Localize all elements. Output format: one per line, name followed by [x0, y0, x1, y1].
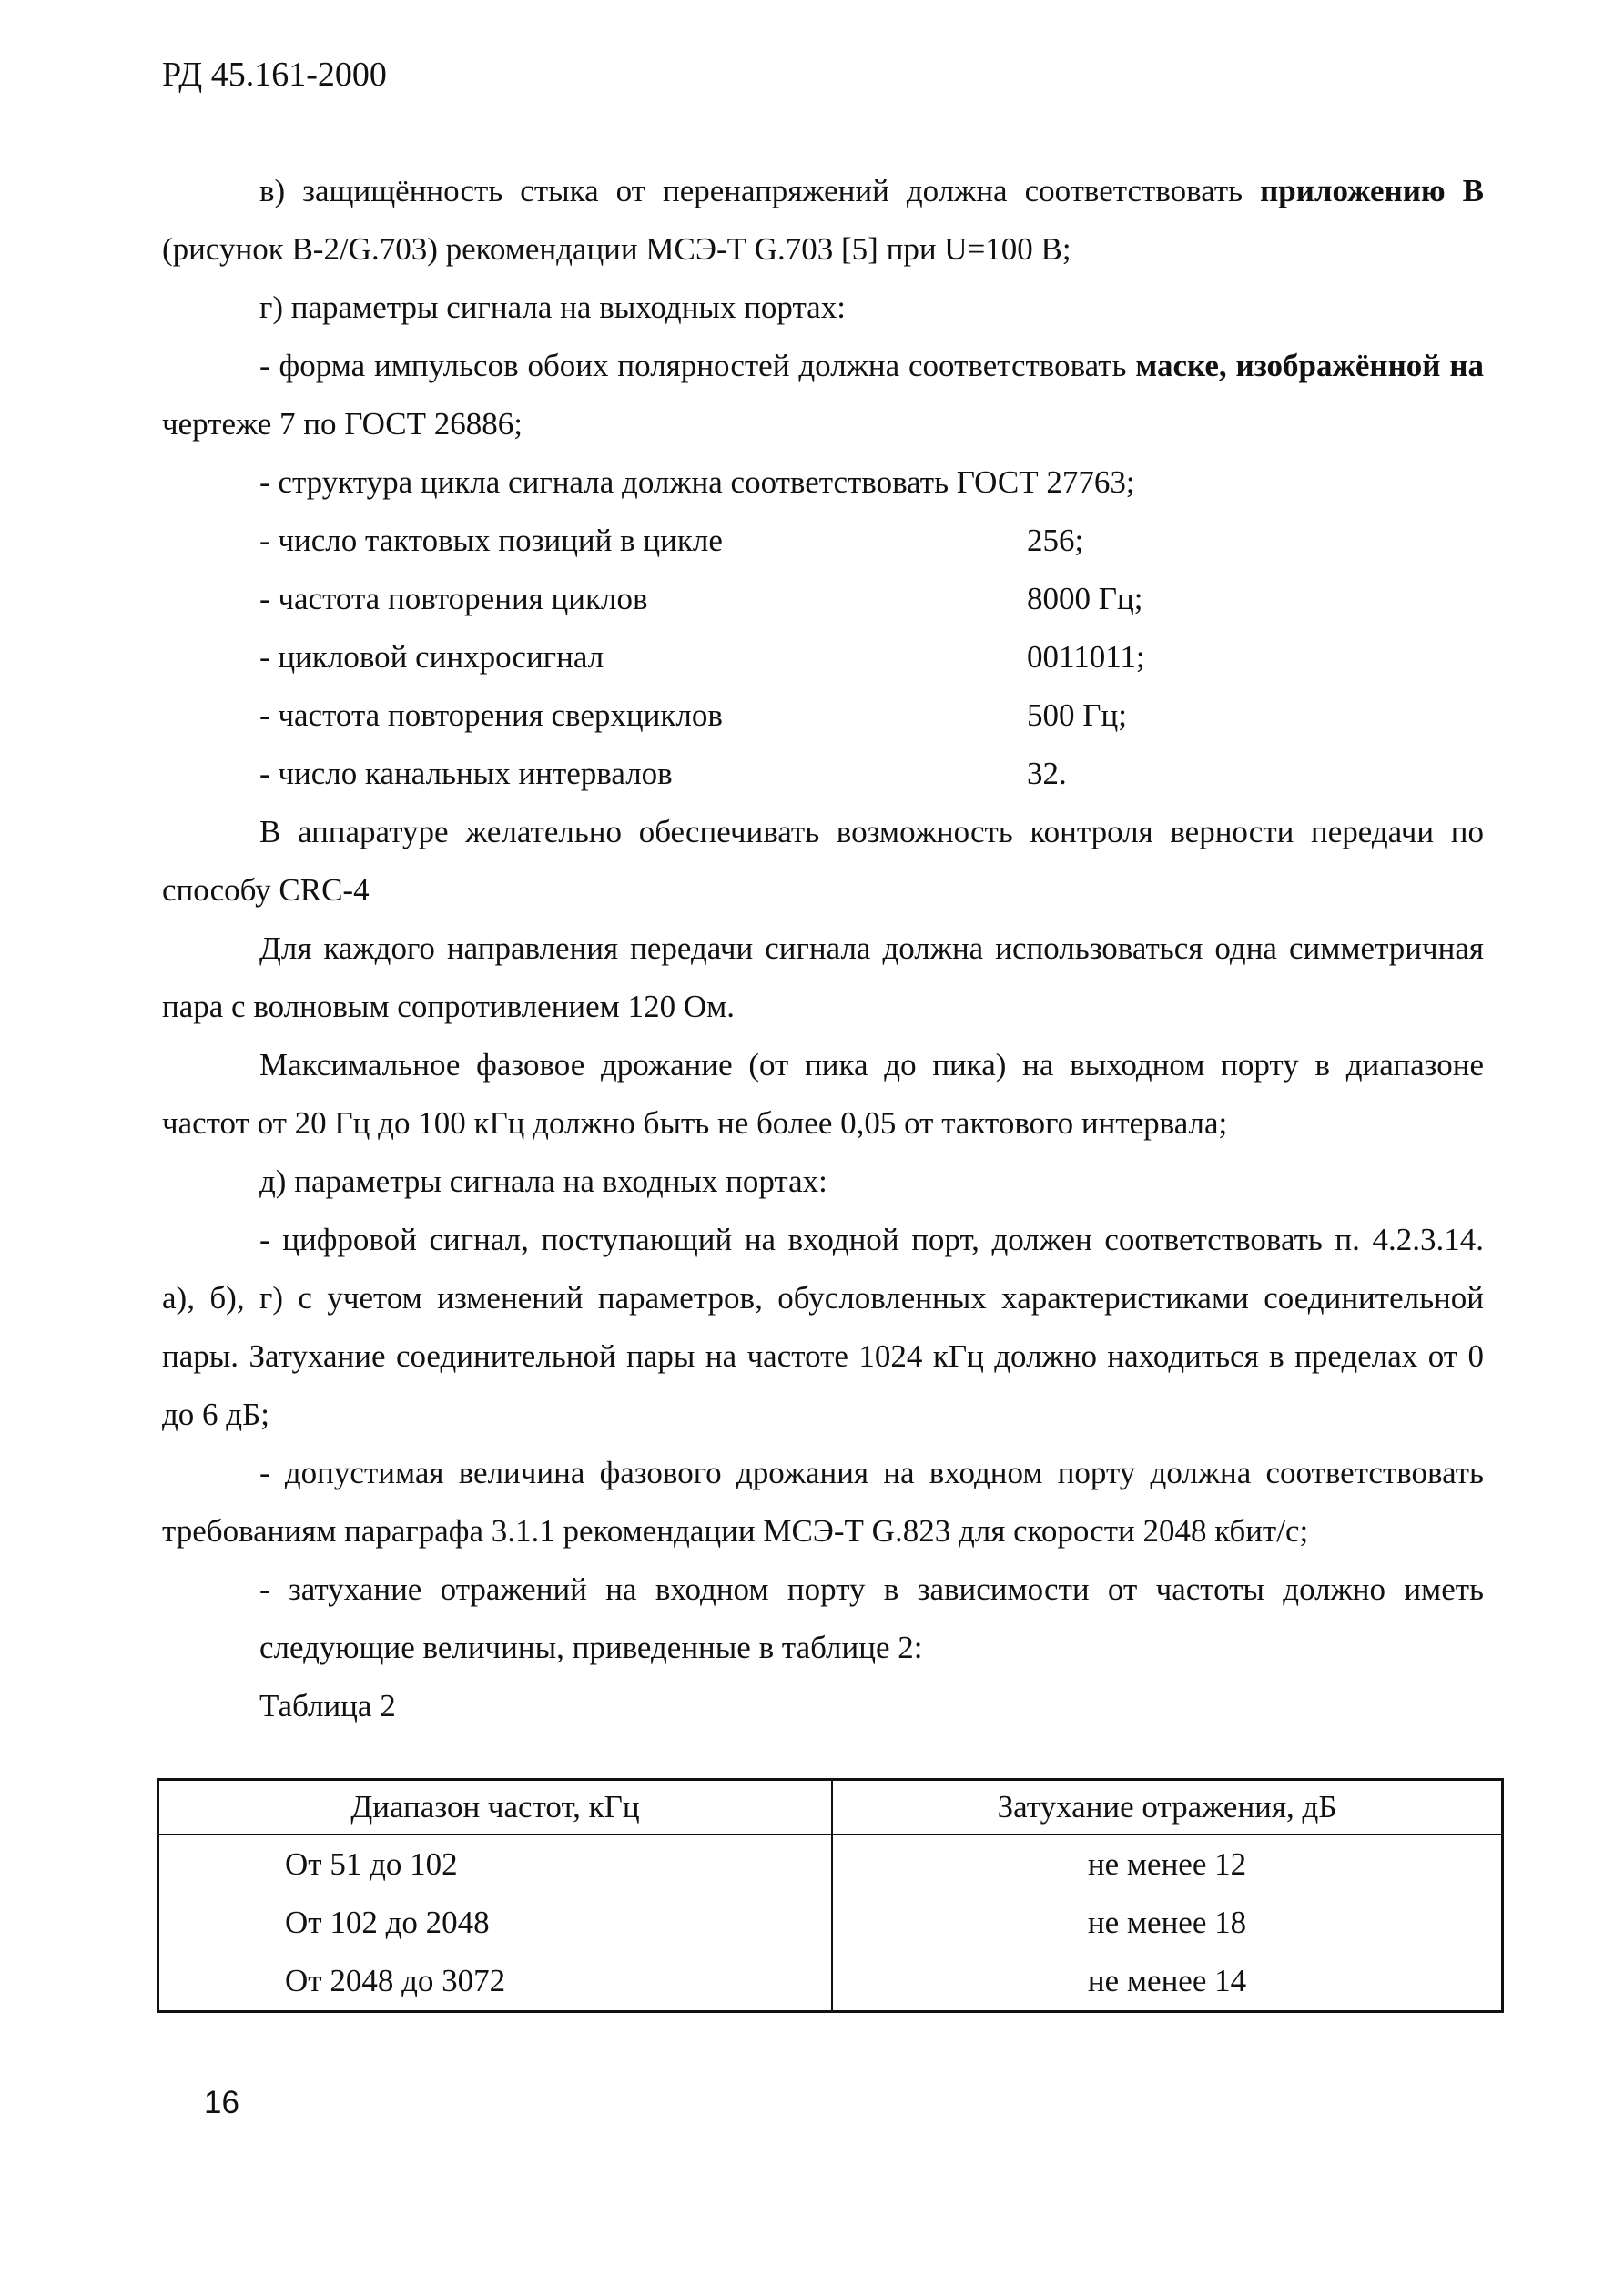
table-caption: Таблица 2 [259, 1688, 396, 1723]
crc-paragraph-line-1: В аппаратуре желательно обеспечивать возможность контроля верности передачи по [259, 814, 1484, 849]
mask-reference: маске, изображённой на [1135, 348, 1484, 383]
pulse-shape-text: - форма импульсов обоих полярностей должна соответствовать [259, 348, 1127, 383]
jitter-paragraph-line-2: частот от 20 Гц до 100 кГц должно быть не более 0,05 от тактового интервала; [162, 1105, 1228, 1141]
param-value: 0011011; [1027, 639, 1145, 675]
paragraph-g-intro: г) параметры сигнала на выходных портах: [259, 290, 846, 325]
pulse-shape-line-1 [259, 346, 1484, 386]
page-number: 16 [204, 2085, 239, 2120]
param-label: - число тактовых позиций в цикле [259, 523, 723, 558]
column-header-frequency: Диапазон частот, кГц [158, 1780, 833, 1835]
crc-paragraph-line-2: способу CRC-4 [162, 872, 370, 908]
param-label: - частота повторения сверхциклов [259, 697, 723, 733]
jitter-paragraph-line-1: Максимальное фазовое дрожание (от пика до пика) на выходном порту в диапазоне [259, 1047, 1484, 1083]
digital-signal-line-4: до 6 дБ; [162, 1397, 269, 1432]
table-header-row [158, 1780, 1503, 1835]
param-value: 8000 Гц; [1027, 581, 1143, 616]
digital-signal-line-1: - цифровой сигнал, поступающий на входной порт, должен соответствовать п. 4.2.3.14. [259, 1222, 1484, 1257]
digital-signal-line-3: пары. Затухание соединительной пары на частоте 1024 кГц должно находиться в пределах от 0 [162, 1338, 1484, 1374]
table-row [158, 1952, 1503, 2012]
return-loss-cell: не менее 14 [832, 1952, 1503, 2012]
appendix-reference: приложению В [1260, 173, 1484, 208]
return-loss-cell: не менее 18 [832, 1894, 1503, 1952]
pair-paragraph-line-1: Для каждого направления передачи сигнала должна использоваться одна симметричная [259, 930, 1484, 966]
frequency-range-cell: От 2048 до 3072 [158, 1952, 833, 2012]
return-loss-line-1: - затухание отражений на входном порту в зависимости от частоты должно иметь [259, 1571, 1484, 1607]
input-jitter-line-1: - допустимая величина фазового дрожания на входном порту должна соответствовать [259, 1455, 1484, 1490]
input-jitter-line-2: требованиям параграфа 3.1.1 рекомендации МСЭ-Т G.823 для скорости 2048 кбит/с; [162, 1513, 1309, 1549]
pulse-shape-line-2: чертеже 7 по ГОСТ 26886; [162, 406, 523, 442]
return-loss-table [157, 1778, 1504, 2013]
paragraph-v-line-1 [259, 171, 1484, 211]
column-header-return-loss: Затухание отражения, дБ [832, 1780, 1503, 1835]
frequency-range-cell: От 51 до 102 [158, 1835, 833, 1894]
table-row [158, 1835, 1503, 1894]
frequency-range-cell: От 102 до 2048 [158, 1894, 833, 1952]
param-label: - частота повторения циклов [259, 581, 648, 616]
table-row [158, 1894, 1503, 1952]
return-loss-cell: не менее 12 [832, 1835, 1503, 1894]
paragraph-v-line-2: (рисунок В-2/G.703) рекомендации МСЭ-Т G.703 [5] при U=100 В; [162, 231, 1071, 267]
paragraph-v-text: в) защищённость стыка от перенапряжений должна соответствовать [259, 173, 1243, 208]
return-loss-line-2: следующие величины, приведенные в таблице 2: [259, 1630, 923, 1665]
param-value: 500 Гц; [1027, 697, 1127, 733]
digital-signal-line-2: а), б), г) с учетом изменений параметров, обусловленных характеристиками соединительной [162, 1280, 1484, 1316]
cycle-structure-line: - структура цикла сигнала должна соответствовать ГОСТ 27763; [259, 464, 1135, 500]
param-label: - число канальных интервалов [259, 756, 673, 791]
param-value: 256; [1027, 523, 1084, 558]
document-code-header: РД 45.161-2000 [162, 56, 387, 94]
param-value: 32. [1027, 756, 1067, 791]
param-label: - цикловой синхросигнал [259, 639, 604, 675]
paragraph-d-intro: д) параметры сигнала на входных портах: [259, 1164, 827, 1199]
pair-paragraph-line-2: пара с волновым сопротивлением 120 Ом. [162, 989, 736, 1024]
